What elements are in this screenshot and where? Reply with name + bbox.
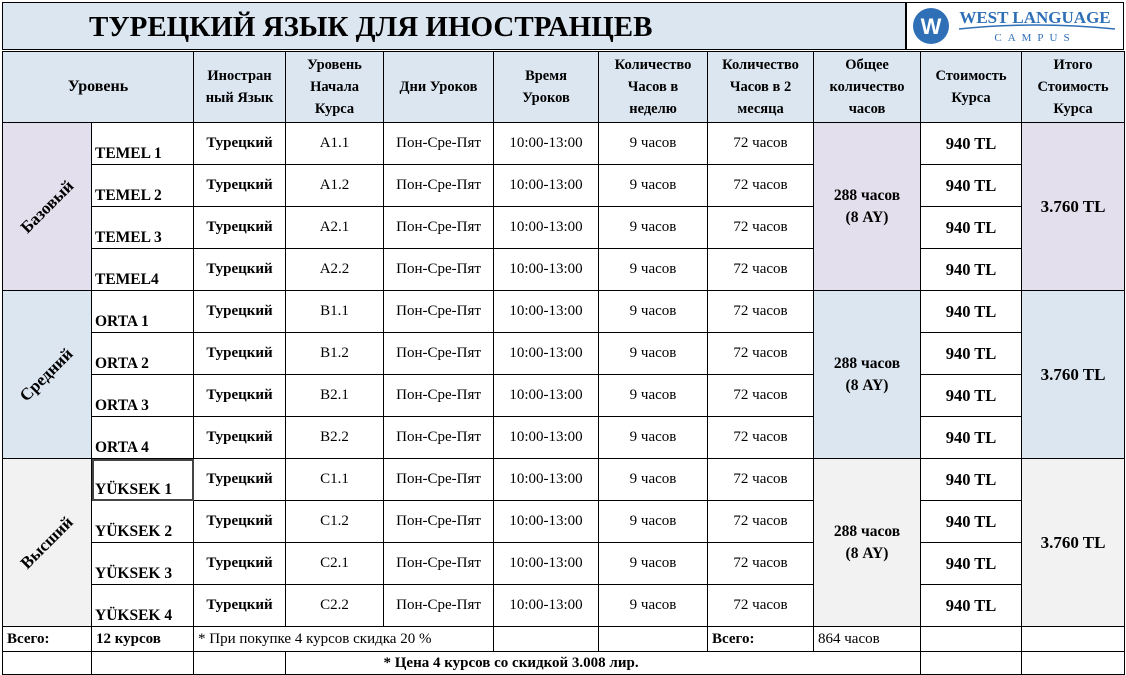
course-time: 10:00-13:00 (494, 123, 599, 165)
footer-empty (3, 652, 92, 675)
course-language: Турецкий (194, 543, 286, 585)
course-price: 940 TL (921, 417, 1022, 459)
group-label-text: Средний (16, 343, 78, 405)
course-hours-week: 9 часов (599, 543, 708, 585)
footer-empty (599, 627, 708, 652)
course-name: ORTA 2 (92, 333, 194, 375)
course-days: Пон-Сре-Пят (384, 459, 494, 501)
course-days: Пон-Сре-Пят (384, 249, 494, 291)
course-start-level: A2.1 (286, 207, 384, 249)
group-label-text: Базовый (16, 175, 77, 237)
footer-discount-price-note: * Цена 4 курсов со скидкой 3.008 лир. (384, 652, 921, 675)
footer-empty (494, 627, 599, 652)
course-start-level: A1.2 (286, 165, 384, 207)
course-language: Турецкий (194, 165, 286, 207)
header-level: Уровень (3, 52, 194, 123)
footer-discount-note: * При покупке 4 курсов скидка 20 % (194, 627, 494, 652)
course-hours-2months: 72 часов (708, 165, 814, 207)
course-hours-week: 9 часов (599, 123, 708, 165)
course-name: YÜKSEK 1 (92, 459, 194, 501)
course-name: ORTA 4 (92, 417, 194, 459)
group-total-hours: 288 часов (8 AY) (814, 123, 921, 291)
group-label (3, 459, 92, 627)
course-days: Пон-Сре-Пят (384, 333, 494, 375)
course-name: YÜKSEK 2 (92, 501, 194, 543)
course-time: 10:00-13:00 (494, 249, 599, 291)
course-language: Турецкий (194, 375, 286, 417)
table-row (3, 165, 1125, 207)
course-price: 940 TL (921, 333, 1022, 375)
course-start-level: C1.2 (286, 501, 384, 543)
course-hours-2months: 72 часов (708, 207, 814, 249)
header-lesson-days: Дни Уроков (384, 52, 494, 123)
course-hours-2months: 72 часов (708, 543, 814, 585)
course-hours-week: 9 часов (599, 585, 708, 627)
header-row (3, 52, 1125, 123)
course-time: 10:00-13:00 (494, 501, 599, 543)
course-start-level: B1.2 (286, 333, 384, 375)
course-start-level: B2.2 (286, 417, 384, 459)
header-hours-2months: Количество Часов в 2 месяца (708, 52, 814, 123)
course-hours-2months: 72 часов (708, 333, 814, 375)
logo-line2: CAMPUS (994, 32, 1076, 44)
course-time: 10:00-13:00 (494, 165, 599, 207)
course-days: Пон-Сре-Пят (384, 585, 494, 627)
course-days: Пон-Сре-Пят (384, 123, 494, 165)
course-days: Пон-Сре-Пят (384, 375, 494, 417)
footer-total-courses: 12 курсов (92, 627, 194, 652)
course-days: Пон-Сре-Пят (384, 291, 494, 333)
course-name: TEMEL 1 (92, 123, 194, 165)
course-name: ORTA 1 (92, 291, 194, 333)
table-row (3, 249, 1125, 291)
course-price: 940 TL (921, 375, 1022, 417)
course-language: Турецкий (194, 123, 286, 165)
header-total-cost: Итого Стоимость Курса (1022, 52, 1125, 123)
course-start-level: B1.1 (286, 291, 384, 333)
header-lesson-time: Время Уроков (494, 52, 599, 123)
group-total-cost: 3.760 TL (1022, 459, 1125, 627)
header-foreign-language: Иностран ный Язык (194, 52, 286, 123)
course-name: TEMEL 2 (92, 165, 194, 207)
footer-total-label-2: Всего: (708, 627, 814, 652)
course-language: Турецкий (194, 291, 286, 333)
course-start-level: B2.1 (286, 375, 384, 417)
logo-graphic (907, 3, 1123, 49)
course-hours-2months: 72 часов (708, 291, 814, 333)
course-hours-week: 9 часов (599, 501, 708, 543)
course-hours-week: 9 часов (599, 207, 708, 249)
course-price: 940 TL (921, 123, 1022, 165)
course-price: 940 TL (921, 165, 1022, 207)
course-time: 10:00-13:00 (494, 543, 599, 585)
course-days: Пон-Сре-Пят (384, 501, 494, 543)
course-hours-week: 9 часов (599, 417, 708, 459)
west-language-logo (906, 2, 1124, 50)
table-row (3, 417, 1125, 459)
table-row (3, 459, 1125, 501)
table-row (3, 333, 1125, 375)
course-language: Турецкий (194, 333, 286, 375)
course-hours-2months: 72 часов (708, 123, 814, 165)
page-title: ТУРЕЦКИЙ ЯЗЫК ДЛЯ ИНОСТРАНЦЕВ (2, 2, 906, 50)
course-language: Турецкий (194, 207, 286, 249)
course-hours-week: 9 часов (599, 459, 708, 501)
footer-total-label: Всего: (3, 627, 92, 652)
course-days: Пон-Сре-Пят (384, 543, 494, 585)
group-total-cost: 3.760 TL (1022, 291, 1125, 459)
footer-empty (1022, 627, 1125, 652)
footer-row (3, 627, 1125, 652)
logo-line1: WEST LANGUAGE (959, 8, 1111, 27)
footer-empty (286, 652, 384, 675)
course-time: 10:00-13:00 (494, 459, 599, 501)
footer-empty (921, 652, 1022, 675)
course-name: YÜKSEK 3 (92, 543, 194, 585)
course-language: Турецкий (194, 585, 286, 627)
course-name: ORTA 3 (92, 375, 194, 417)
course-price: 940 TL (921, 543, 1022, 585)
table-row (3, 207, 1125, 249)
course-start-level: C2.1 (286, 543, 384, 585)
course-price: 940 TL (921, 501, 1022, 543)
table-row (3, 375, 1125, 417)
course-name: TEMEL 3 (92, 207, 194, 249)
group-label (3, 291, 92, 459)
course-price: 940 TL (921, 291, 1022, 333)
footer-empty (1022, 652, 1125, 675)
course-language: Турецкий (194, 459, 286, 501)
course-hours-week: 9 часов (599, 249, 708, 291)
course-hours-2months: 72 часов (708, 249, 814, 291)
course-time: 10:00-13:00 (494, 585, 599, 627)
header-course-cost: Стоимость Курса (921, 52, 1022, 123)
course-days: Пон-Сре-Пят (384, 165, 494, 207)
footer-total-hours: 864 часов (814, 627, 921, 652)
course-start-level: A2.2 (286, 249, 384, 291)
footer-row-2 (3, 652, 1125, 675)
header-hours-week: Количество Часов в неделю (599, 52, 708, 123)
course-hours-week: 9 часов (599, 291, 708, 333)
course-name: TEMEL4 (92, 249, 194, 291)
course-start-level: C1.1 (286, 459, 384, 501)
group-label-text: Высший (16, 512, 77, 573)
course-price: 940 TL (921, 585, 1022, 627)
course-hours-week: 9 часов (599, 333, 708, 375)
course-time: 10:00-13:00 (494, 375, 599, 417)
course-hours-2months: 72 часов (708, 459, 814, 501)
course-start-level: A1.1 (286, 123, 384, 165)
table-row (3, 123, 1125, 165)
course-time: 10:00-13:00 (494, 291, 599, 333)
course-start-level: C2.2 (286, 585, 384, 627)
course-days: Пон-Сре-Пят (384, 207, 494, 249)
header-total-hours: Общее количество часов (814, 52, 921, 123)
course-days: Пон-Сре-Пят (384, 417, 494, 459)
table-row (3, 585, 1125, 627)
table-row (3, 291, 1125, 333)
footer-empty (194, 652, 286, 675)
course-hours-week: 9 часов (599, 165, 708, 207)
course-hours-2months: 72 часов (708, 375, 814, 417)
table-row (3, 543, 1125, 585)
group-total-hours: 288 часов (8 AY) (814, 291, 921, 459)
group-label (3, 123, 92, 291)
course-hours-2months: 72 часов (708, 585, 814, 627)
table-row (3, 501, 1125, 543)
footer-empty (921, 627, 1022, 652)
header-start-level: Уровень Начала Курса (286, 52, 384, 123)
course-hours-2months: 72 часов (708, 417, 814, 459)
course-hours-week: 9 часов (599, 375, 708, 417)
course-price: 940 TL (921, 249, 1022, 291)
logo-mark: W (920, 14, 942, 39)
group-total-cost: 3.760 TL (1022, 123, 1125, 291)
course-name: YÜKSEK 4 (92, 585, 194, 627)
course-time: 10:00-13:00 (494, 207, 599, 249)
course-language: Турецкий (194, 249, 286, 291)
course-language: Турецкий (194, 417, 286, 459)
course-price: 940 TL (921, 459, 1022, 501)
course-hours-2months: 72 часов (708, 501, 814, 543)
course-table (2, 51, 1125, 675)
group-total-hours: 288 часов (8 AY) (814, 459, 921, 627)
course-time: 10:00-13:00 (494, 417, 599, 459)
course-time: 10:00-13:00 (494, 333, 599, 375)
course-price: 940 TL (921, 207, 1022, 249)
footer-empty (92, 652, 194, 675)
course-language: Турецкий (194, 501, 286, 543)
